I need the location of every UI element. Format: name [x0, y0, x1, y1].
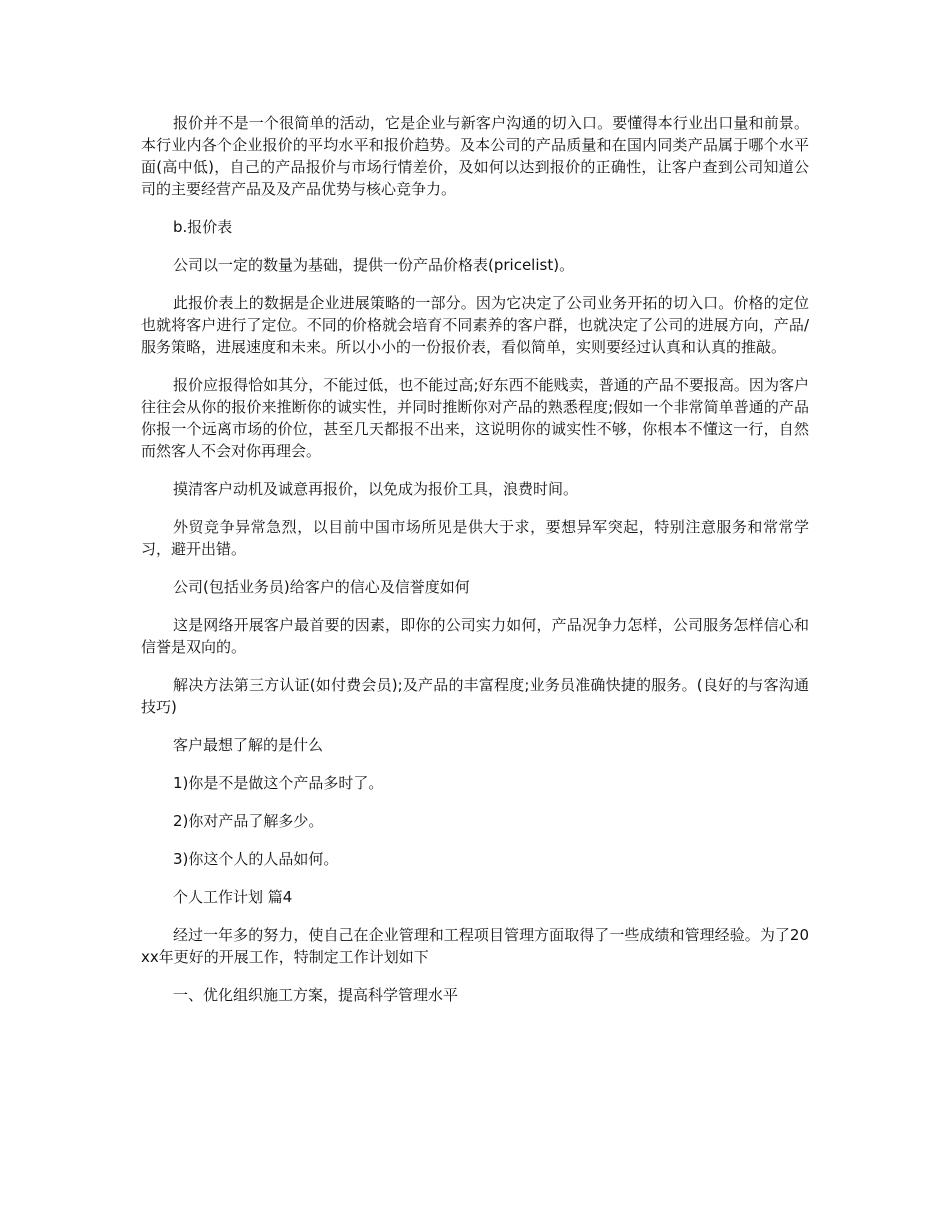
- paragraph-work-plan-intro: 经过一年多的努力，使自己在企业管理和工程项目管理方面取得了一些成绩和管理经验。为了20xx年更好的开展工作，特制定工作计划如下: [141, 926, 809, 966]
- document-page: [141, 112, 809, 1022]
- section-heading-price-list: b.报价表: [173, 218, 233, 236]
- paragraph-quote-intro: 报价并不是一个很简单的活动，它是企业与新客户沟通的切入口。要懂得本行业出口量和前景。本行业内各个企业报价的平均水平和报价趋势。及本公司的产品质量和在国内同类产品属于哪个水平面(高中低)，自己的产品报价与市场行情差价，及如何以达到报价的正确性，让客户查到公司知道公司的主要经营产品及及产品优势与核心竞争力。: [141, 114, 809, 198]
- paragraph-solution: 解决方法第三方认证(如付费会员);及产品的丰富程度;业务员准确快捷的服务。(良好的与客沟通技巧): [141, 676, 809, 716]
- paragraph-trust-factor: 这是网络开展客户最首要的因素，即你的公司实力如何，产品况争力怎样，公司服务怎样信心和信誉是双向的。: [141, 616, 809, 656]
- paragraph-pricing-advice: 报价应报得恰如其分，不能过低，也不能过高;好东西不能贱卖，普通的产品不要报高。因为客户往往会从你的报价来推断你的诚实性，并同时推断你对产品的熟悉程度;假如一个非常简单普通的产品你报一个远离市场的价位，甚至几天都报不出来，这说明你的诚实性不够，你根本不懂这一行，自然而然客人不会对你再理会。: [141, 376, 809, 460]
- list-item-3: 3)你这个人的人品如何。: [173, 850, 339, 868]
- section-heading-work-plan: 个人工作计划 篇4: [173, 888, 293, 906]
- paragraph-plan-item-1: 一、优化组织施工方案，提高科学管理水平: [173, 986, 459, 1004]
- list-item-2: 2)你对产品了解多少。: [173, 812, 324, 830]
- paragraph-price-list-basis: 公司以一定的数量为基础，提供一份产品价格表(pricelist)。: [173, 256, 575, 274]
- paragraph-customer-motive: 摸清客户动机及诚意再报价，以免成为报价工具，浪费时间。: [173, 480, 579, 498]
- paragraph-competition: 外贸竞争异常急烈，以目前中国市场所见是供大于求，要想异军突起，特别注意服务和常常学习，避开出错。: [141, 518, 809, 558]
- paragraph-price-strategy: 此报价表上的数据是企业进展策略的一部分。因为它决定了公司业务开拓的切入口。价格的定位也就将客户进行了定位。不同的价格就会培育不同素养的客户群，也就决定了公司的进展方向，产品/服务策略，进展速度和未来。所以小小的一份报价表，看似简单，实则要经过认真和认真的推敲。: [141, 294, 809, 356]
- list-item-1: 1)你是不是做这个产品多时了。: [173, 774, 384, 792]
- paragraph-trust-heading: 公司(包括业务员)给客户的信心及信誉度如何: [173, 578, 470, 596]
- paragraph-customer-wants: 客户最想了解的是什么: [173, 736, 324, 754]
